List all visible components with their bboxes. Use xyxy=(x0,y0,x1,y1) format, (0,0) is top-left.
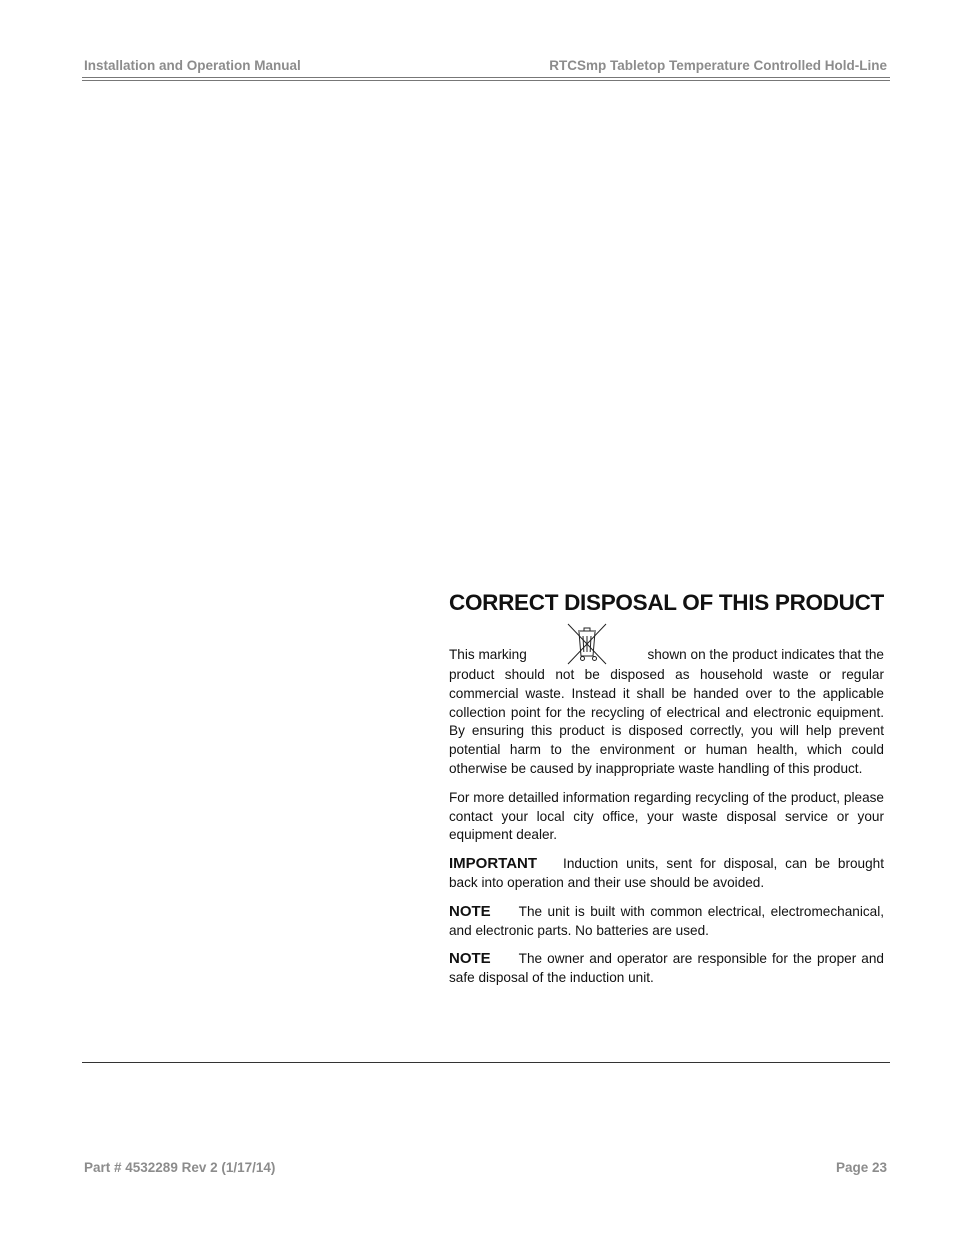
header-manual-title: Installation and Operation Manual xyxy=(84,58,301,73)
important-text: Induction units, sent for disposal, can be brought back into operation and their use should be avoided. xyxy=(449,856,884,890)
disposal-section xyxy=(449,590,884,998)
section-title: CORRECT DISPOSAL OF THIS PRODUCT xyxy=(449,590,885,615)
header-rule-double xyxy=(82,80,890,81)
header-product-title: RTCSmp Tabletop Temperature Controlled Hold-Line xyxy=(549,58,887,73)
note-text-1: The unit is built with common electrical, electromechanical, and electronic parts. No batteries are used. xyxy=(449,903,884,938)
note-text-2: The owner and operator are responsible for the proper and safe disposal of the induction unit. xyxy=(449,951,884,986)
intro-before-icon: This marking xyxy=(449,647,527,663)
note-label-2: NOTE xyxy=(449,950,491,968)
note-paragraph-2 xyxy=(449,950,884,988)
header-rule xyxy=(82,77,890,78)
footer-page-number: Page 23 xyxy=(835,1160,887,1175)
important-paragraph xyxy=(449,855,884,893)
note-label-1: NOTE xyxy=(449,902,491,920)
intro-first-line xyxy=(449,624,884,666)
intro-paragraph: product should not be disposed as household waste or regular commercial waste. Instead it shall be handed over to the applicable collection point for the recycling of electrical and electronic equipment. By ensuring this product is disposed correctly, you will help prevent potential harm to the environment or human health, which could otherwise be caused by inappropriate waste handling of this product. xyxy=(449,667,884,776)
more-info-paragraph: For more detailled information regarding recycling of the product, please contact your local city office, your waste disposal service or your equipment dealer. xyxy=(449,789,884,843)
intro-after-icon: shown on the product indicates that the xyxy=(647,647,884,663)
footer-part-number: Part # 4532289 Rev 2 (1/17/14) xyxy=(84,1160,276,1175)
footer-rule xyxy=(82,1062,890,1063)
note-paragraph-1 xyxy=(449,903,884,941)
important-label: IMPORTANT xyxy=(449,855,538,873)
crossed-out-wheelie-bin-icon xyxy=(567,622,607,666)
